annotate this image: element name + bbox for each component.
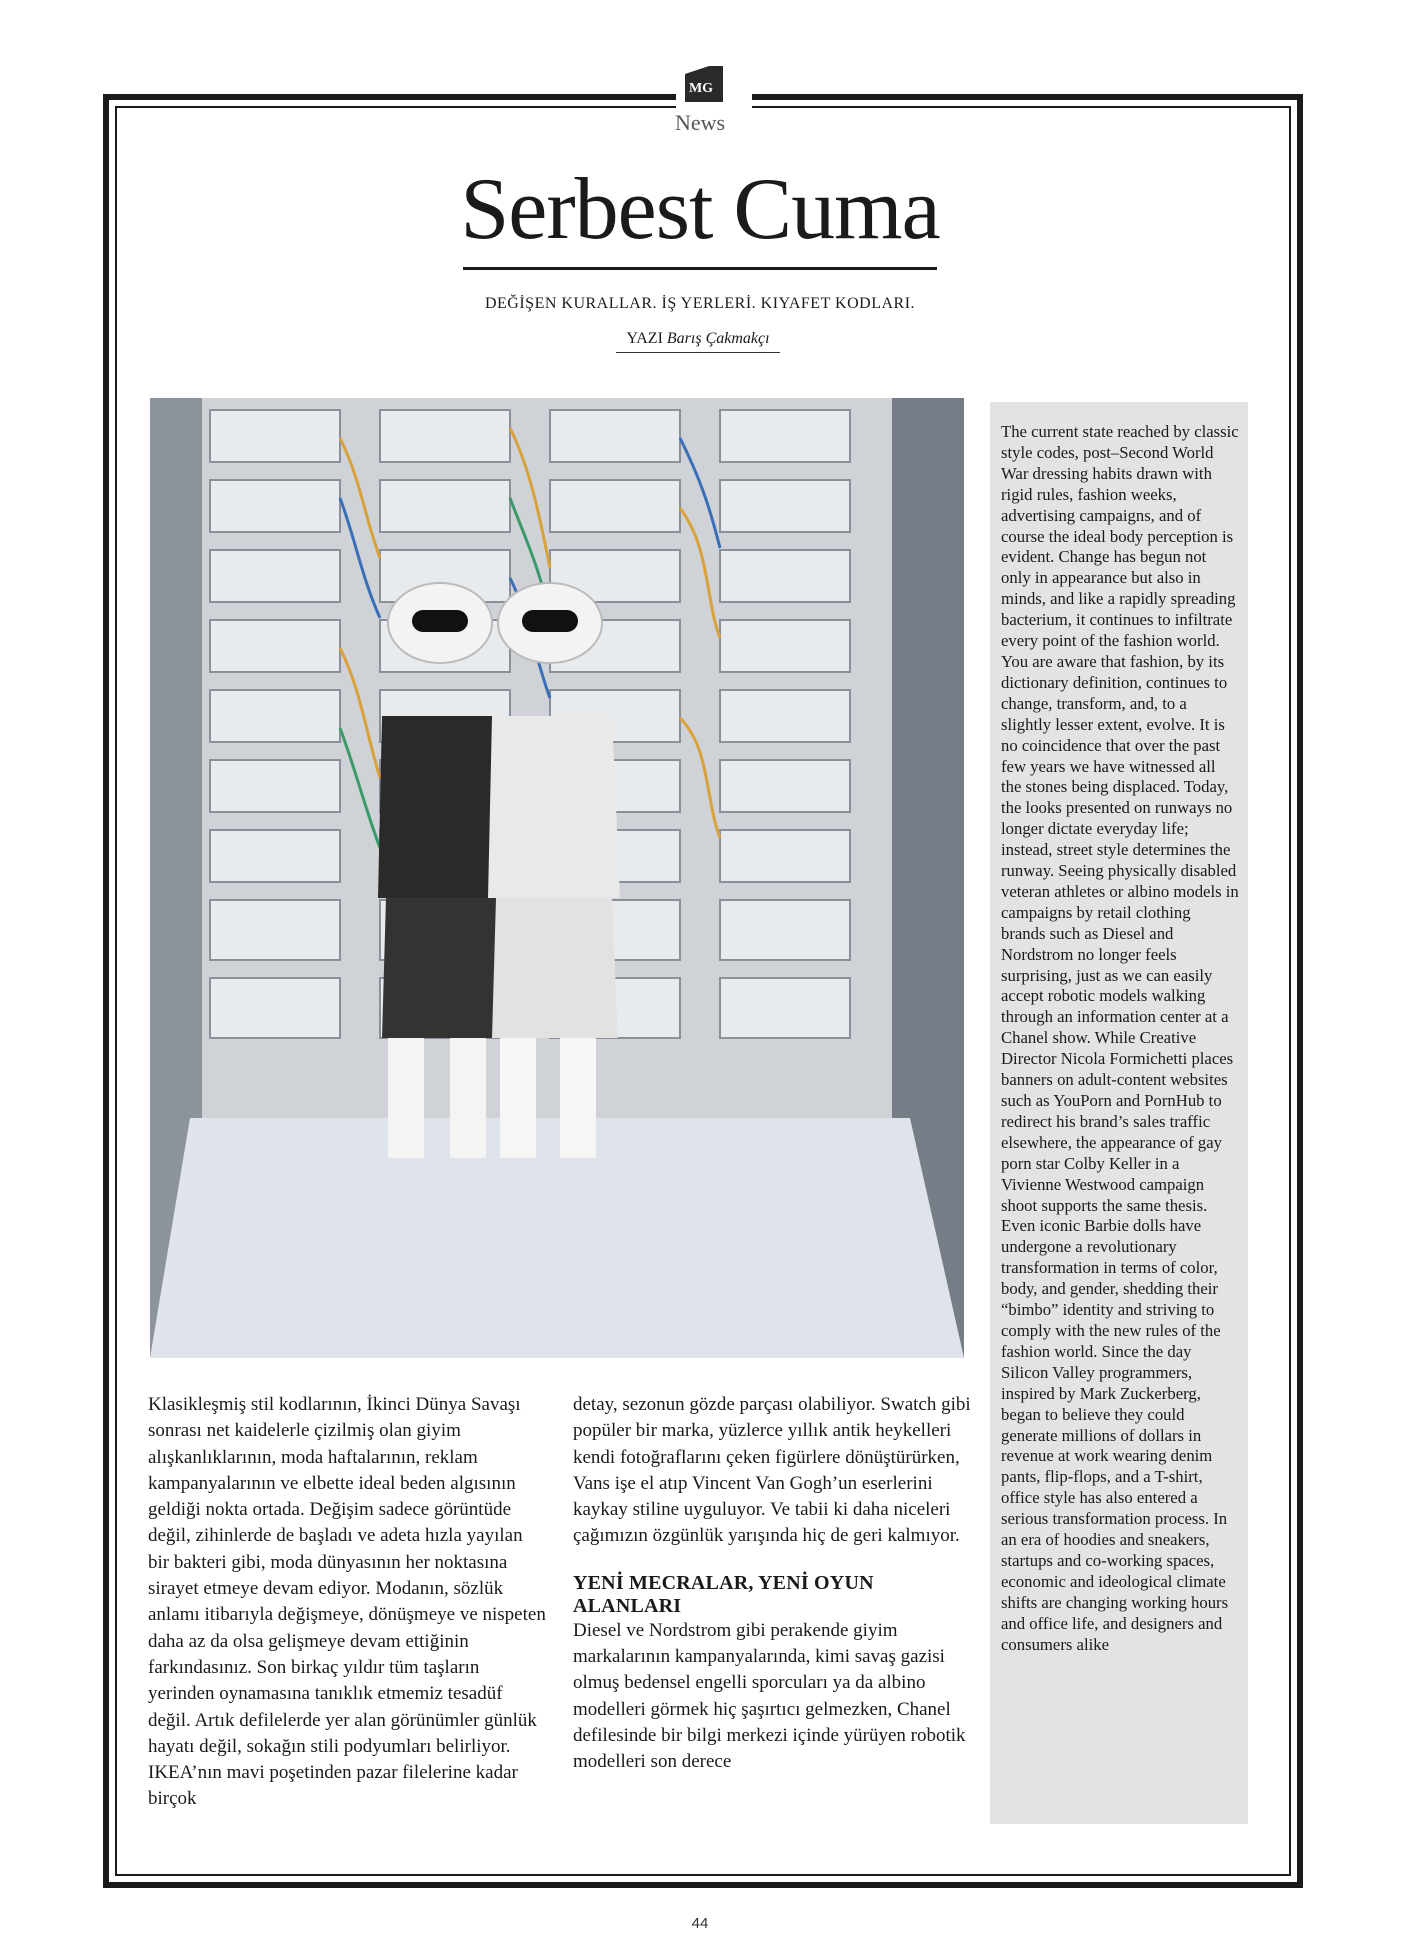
body-column-2 xyxy=(573,1392,973,1776)
byline-prefix: YAZI xyxy=(626,330,663,347)
logo-text: MG xyxy=(688,81,714,96)
body-paragraph: Klasikleşmiş stil kodlarının, İkinci Dünya Savaşı sonrası net kaidelerle çizilmiş olan giyim alışkanlıklarının, moda haftalarının, reklam kampanyalarının ve elbette ideal beden algısının geldiği nokta ortada. Değişim sadece görüntüde değil, zihinlerde de başladı ve adeta hızla yayılan bir bakteri gibi, moda dünyasının her noktasına sirayet etmeye devam ediyor. Modanın, sözlük anlamı itibarıyla değişmeye, dönüşmeye ve nispeten daha az da olsa gelişmeye devam ettiğinin farkındasınız. Son birkaç yıldır tüm taşların yerinden oynamasına tanıklık etmemiz tesadüf değil. Artık defilelerde yer alan görünümler günlük hayatı değil, sokağın stili podyumları belirliyor. IKEA’nın mavi poşetinden pazar filelerine kadar birçok xyxy=(148,1394,546,1810)
article-subtitle: DEĞİŞEN KURALLAR. İŞ YERLERİ. KIYAFET KODLARI. xyxy=(484,295,916,312)
section-label: News xyxy=(674,110,726,135)
section-heading: YENİ MECRALAR, YENİ OYUN ALANLARI xyxy=(573,1571,874,1617)
title-underline xyxy=(463,267,937,270)
sidebar-text: The current state reached by classic style codes, post–Second World War dressing habits drawn with rigid rules, fashion weeks, advertising campaigns, and of course the ideal body perception is evident. Change has begun not only in appearance but also in minds, and like a rapidly spreading bacterium, it continues to infiltrate every point of the fashion world. You are aware that fashion, by its dictionary definition, continues to change, transform, and, to a slightly lesser extent, evolve. It is no coincidence that over the past few years we have witnessed all the stones being displaced. Today, the looks presented on runways no longer dictate everyday life; instead, street style determines the runway. Seeing physically disabled veteran athletes or albino models in campaigns by retail clothing brands such as Diesel and Nordstrom no longer feels surprising, just as we can easily accept robotic models walking through an information center at a Chanel show. While Creative Director Nicola Formichetti places banners on adult-content websites such as YouPorn and PornHub to redirect his brand’s sales traffic elsewhere, the appearance of gay porn star Colby Keller in a Vivienne Westwood campaign shoot supports the same thesis. Even iconic Barbie dolls have undergone a revolutionary transformation in terms of color, body, and gender, shedding their “bimbo” identity and striving to comply with the new rules of the fashion world. Since the day Silicon Valley programmers, inspired by Mark Zuckerberg, began to believe they could generate millions of dollars in revenue at work wearing denim pants, flip-flops, and a T-shirt, office style has also entered a serious transformation process. In an era of hoodies and sneakers, startups and co-working spaces, economic and ideological climate shifts are changing working hours and office life, and designers and consumers alike xyxy=(1001,422,1239,1654)
byline-author: Barış Çakmakçı xyxy=(666,330,770,347)
runway-photo xyxy=(150,398,964,1358)
body-paragraph: detay, sezonun gözde parçası olabiliyor. Swatch gibi popüler bir marka, yüzlerce yıllık antik heykelleri kendi fotoğraflarını çeken figürlere dönüştürürken, Vans işe el atıp Vincent Van Gogh’un eserlerini kaykay stiline uyguluyor. Ve tabii ki daha niceleri çağımızın özgünlük yarışında hiç de geri kalmıyor. xyxy=(573,1394,971,1547)
body-column-1 xyxy=(148,1392,548,1813)
runway-illustration xyxy=(150,398,964,1358)
byline xyxy=(616,330,780,353)
article-title: Serbest Cuma xyxy=(460,161,940,258)
body-paragraph: Diesel ve Nordstrom gibi perakende giyim markalarının kampanyalarında, kimi savaş gazisi olmuş bedensel engelli sporcuları ya da albino modelleri görmek hiç şaşırtıcı gelmezken, Chanel defilesinde bir bilgi merkezi içinde yürüyen robotik modelleri son derece xyxy=(573,1619,966,1773)
page-number: 44 xyxy=(691,1915,709,1932)
magazine-logo xyxy=(679,62,727,106)
